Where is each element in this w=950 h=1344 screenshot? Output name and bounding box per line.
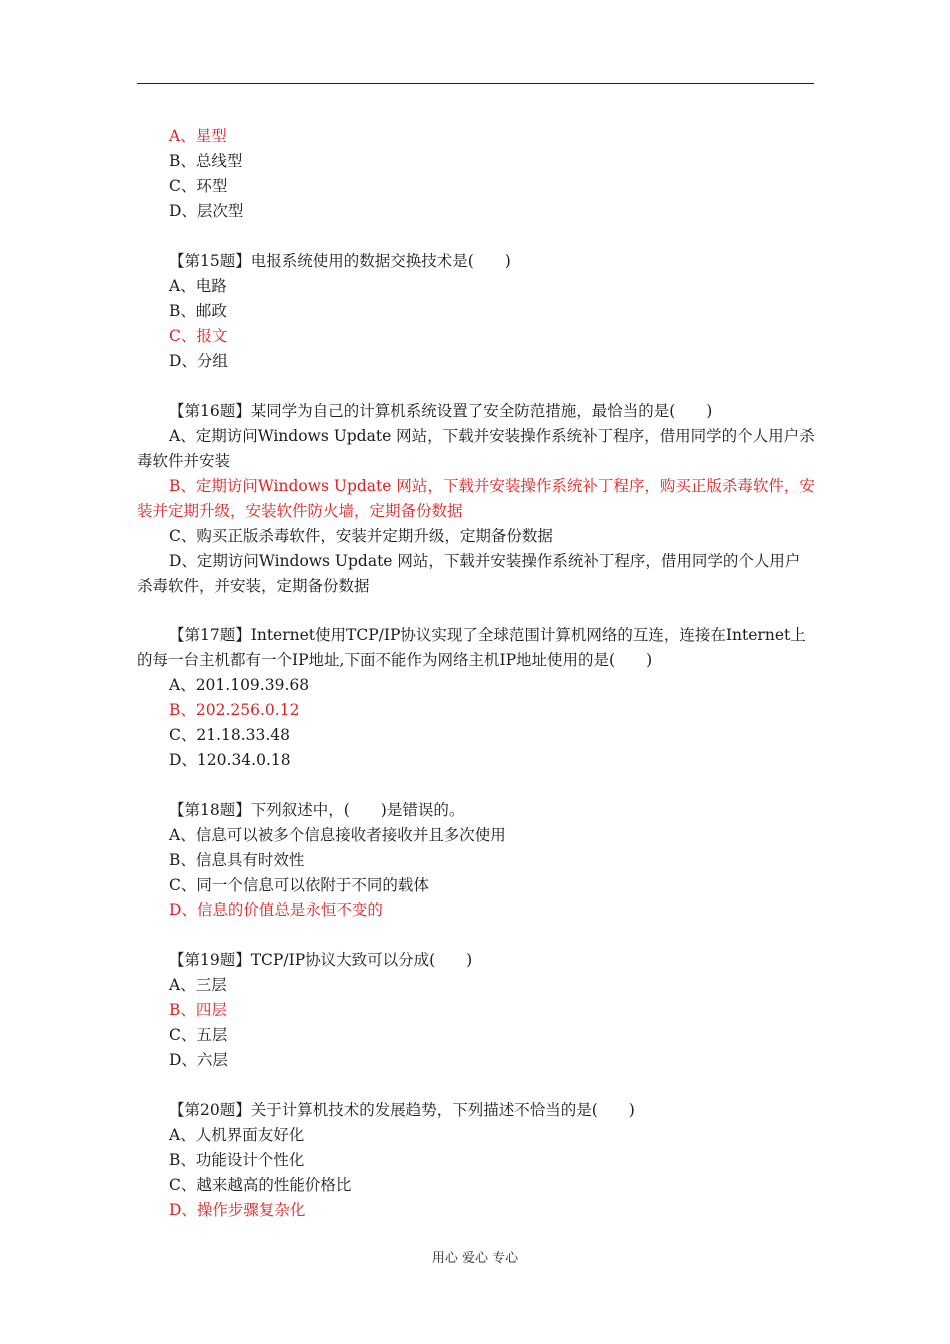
- q16-option-d: D、定期访问Windows Update 网站，下载并安装操作系统补丁程序，借用同学的个人用户杀毒软件，并安装，定期备份数据: [137, 551, 801, 595]
- q17-option-d: D、120.34.0.18: [169, 751, 291, 770]
- q19-stem: 【第19题】TCP/IP协议大致可以分成( ): [169, 950, 473, 969]
- q18-option-a: A、信息可以被多个信息接收者接收并且多次使用: [169, 826, 506, 845]
- q16-option-a: A、定期访问Windows Update 网站，下载并安装操作系统补丁程序，借用同学的个人用户杀毒软件并安装: [137, 426, 815, 470]
- q19-option-d: D、六层: [169, 1050, 228, 1069]
- question-list: [137, 124, 815, 1223]
- q20-option-a: A、人机界面友好化: [169, 1125, 305, 1144]
- q15-option-c: C、报文: [169, 326, 228, 345]
- q14-option-d: D、层次型: [169, 202, 244, 220]
- q20-option-c: C、越来越高的性能价格比: [169, 1175, 352, 1194]
- q17-stem: 【第17题】Internet使用TCP/IP协议实现了全球范围计算机网络的互连，连接在Internet上的每一台主机都有一个IP地址,下面不能作为网络主机IP地址使用的是( ): [137, 626, 806, 670]
- q15-option-a: A、电路: [169, 276, 227, 295]
- q15-option-d: D、分组: [169, 351, 228, 370]
- q16-option-b: B、定期访问Windows Update 网站，下载并安装操作系统补丁程序，购买正版杀毒软件，安装并定期升级，安装软件防火墙，定期备份数据: [137, 476, 815, 520]
- q18-option-c: C、同一个信息可以依附于不同的载体: [169, 876, 429, 895]
- q17-option-c: C、21.18.33.48: [169, 726, 291, 745]
- q14-option-a: A、星型: [169, 127, 227, 145]
- q20-option-b: B、功能设计个性化: [169, 1150, 305, 1169]
- page-footer: 用心 爱心 专心: [431, 1251, 519, 1266]
- q16-stem: 【第16题】某同学为自己的计算机系统设置了安全防范措施，最恰当的是( ): [169, 401, 713, 420]
- q18-stem: 【第18题】下列叙述中，( )是错误的。: [169, 801, 465, 820]
- q17-option-b: B、202.256.0.12: [169, 701, 300, 720]
- q20-option-d: D、操作步骤复杂化: [169, 1200, 306, 1219]
- q19-option-a: A、三层: [169, 975, 227, 994]
- q18-option-d: D、信息的价值总是永恒不变的: [169, 901, 383, 920]
- q15-stem: 【第15题】电报系统使用的数据交换技术是( ): [169, 251, 511, 270]
- q15-option-b: B、邮政: [169, 301, 227, 320]
- q14-option-b: B、总线型: [169, 152, 243, 170]
- q18-option-b: B、信息具有时效性: [169, 851, 305, 870]
- q19-option-b: B、四层: [169, 1000, 227, 1019]
- q14-option-c: C、环型: [169, 177, 228, 195]
- q16-option-c: C、购买正版杀毒软件，安装并定期升级，定期备份数据: [169, 526, 553, 545]
- header-rule: [137, 83, 814, 84]
- q19-option-c: C、五层: [169, 1025, 228, 1044]
- q17-option-a: A、201.109.39.68: [169, 676, 310, 695]
- q20-stem: 【第20题】关于计算机技术的发展趋势，下列描述不恰当的是( ): [169, 1100, 635, 1119]
